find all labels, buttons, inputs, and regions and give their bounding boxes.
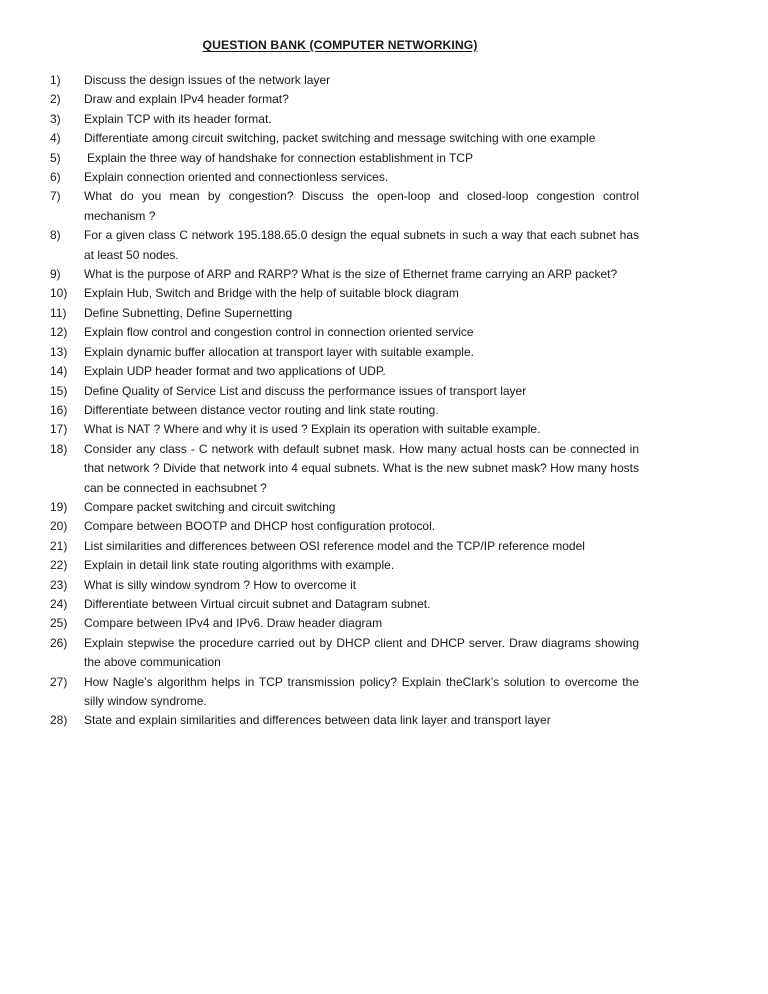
question-text: How Nagle’s algorithm helps in TCP transmission policy? Explain theClark’s solution to overcome the silly window syndrome. — [84, 674, 639, 708]
question-item — [50, 149, 639, 168]
question-number: 8) — [50, 228, 61, 243]
question-text: Define Subnetting, Define Supernetting — [84, 305, 293, 320]
question-number: 14) — [50, 364, 68, 379]
question-number: 19) — [50, 499, 68, 514]
question-item — [50, 129, 639, 148]
question-item — [50, 711, 639, 730]
question-text: Explain UDP header format and two applications of UDP. — [84, 364, 386, 379]
question-item — [50, 323, 639, 342]
question-text: Explain dynamic buffer allocation at transport layer with suitable example. — [84, 344, 474, 359]
question-item — [50, 187, 639, 226]
question-number: 25) — [50, 616, 68, 631]
question-text: Explain flow control and congestion control in connection oriented service — [84, 325, 474, 340]
question-text: Differentiate among circuit switching, packet switching and message switching with one example — [84, 131, 596, 146]
question-number: 20) — [50, 519, 68, 534]
question-text: Draw and explain IPv4 header format? — [84, 92, 289, 107]
question-item — [50, 362, 639, 381]
question-text: Explain connection oriented and connectionless services. — [84, 170, 389, 185]
question-item — [50, 517, 639, 536]
question-text: Explain stepwise the procedure carried out by DHCP client and DHCP server. Draw diagrams showing the above communication — [84, 635, 639, 670]
document-title: QUESTION BANK (COMPUTER NETWORKING) — [202, 38, 478, 52]
question-item — [50, 168, 639, 187]
question-number: 3) — [50, 111, 61, 126]
question-text: For a given class C network 195.188.65.0 design the equal subnets in such a way that each subnet has at least 50 nodes. — [84, 228, 639, 262]
question-text: List similarities and differences between OSI reference model and the TCP/IP reference model — [84, 538, 585, 553]
question-number: 15) — [50, 383, 68, 398]
question-number: 6) — [50, 170, 61, 185]
question-item — [50, 614, 639, 633]
question-item — [50, 382, 639, 401]
question-list — [50, 71, 639, 731]
question-number: 28) — [50, 713, 68, 728]
question-item — [50, 440, 639, 498]
question-number: 16) — [50, 402, 68, 417]
question-number: 24) — [50, 596, 68, 611]
question-text: What do you mean by congestion? Discuss the open-loop and closed-loop congestion control mechanism ? — [84, 189, 639, 223]
question-number: 21) — [50, 538, 68, 553]
question-item — [50, 498, 639, 517]
question-item — [50, 226, 639, 265]
question-number: 10) — [50, 286, 68, 301]
question-item — [50, 634, 639, 673]
question-text: Consider any class - C network with default subnet mask. How many actual hosts can be connected in that network ? Divide that network into 4 equal subnets. What is the new subnet mask? How many hosts can be connected in eachsubnet ? — [84, 441, 639, 495]
question-item — [50, 304, 639, 323]
question-text: Discuss the design issues of the network layer — [84, 73, 331, 87]
question-text: What is the purpose of ARP and RARP? What is the size of Ethernet frame carrying an ARP packet? — [84, 267, 618, 282]
question-number: 22) — [50, 558, 68, 573]
question-text: Explain Hub, Switch and Bridge with the help of suitable block diagram — [84, 286, 459, 301]
question-number: 17) — [50, 422, 68, 437]
question-text: Compare between IPv4 and IPv6. Draw header diagram — [84, 616, 383, 631]
question-text: Explain TCP with its header format. — [84, 111, 272, 126]
question-text: What is NAT ? Where and why it is used ? Explain its operation with suitable example. — [84, 422, 541, 437]
question-item — [50, 284, 639, 303]
question-item — [50, 673, 639, 712]
question-number: 13) — [50, 344, 68, 359]
question-number: 26) — [50, 635, 68, 650]
question-text: State and explain similarities and differences between data link layer and transport layer — [84, 713, 551, 728]
question-item — [50, 537, 639, 556]
question-number: 1) — [50, 73, 61, 87]
question-text: Explain the three way of handshake for connection establishment in TCP — [87, 150, 474, 165]
question-item — [50, 420, 639, 439]
question-number: 5) — [50, 150, 61, 165]
question-item — [50, 595, 639, 614]
question-number: 9) — [50, 267, 61, 282]
question-text: Differentiate between Virtual circuit subnet and Datagram subnet. — [84, 596, 431, 611]
question-item — [50, 401, 639, 420]
question-number: 7) — [50, 189, 61, 204]
question-text: Compare between BOOTP and DHCP host configuration protocol. — [84, 519, 436, 534]
question-item — [50, 576, 639, 595]
question-text: Compare packet switching and circuit switching — [84, 499, 336, 514]
question-item — [50, 90, 639, 109]
question-item — [50, 343, 639, 362]
question-number: 12) — [50, 325, 68, 340]
question-item — [50, 110, 639, 129]
question-text: What is silly window syndrom ? How to overcome it — [84, 577, 357, 592]
question-item — [50, 556, 639, 575]
question-number: 23) — [50, 577, 68, 592]
question-text: Explain in detail link state routing algorithms with example. — [84, 558, 395, 573]
question-text: Define Quality of Service List and discuss the performance issues of transport layer — [84, 383, 527, 398]
question-item — [50, 71, 639, 90]
question-item — [50, 265, 639, 284]
question-number: 4) — [50, 131, 61, 146]
question-number: 11) — [50, 305, 67, 320]
question-number: 2) — [50, 92, 61, 107]
question-number: 27) — [50, 674, 68, 689]
question-text: Differentiate between distance vector routing and link state routing. — [84, 402, 439, 417]
question-number: 18) — [50, 441, 68, 456]
